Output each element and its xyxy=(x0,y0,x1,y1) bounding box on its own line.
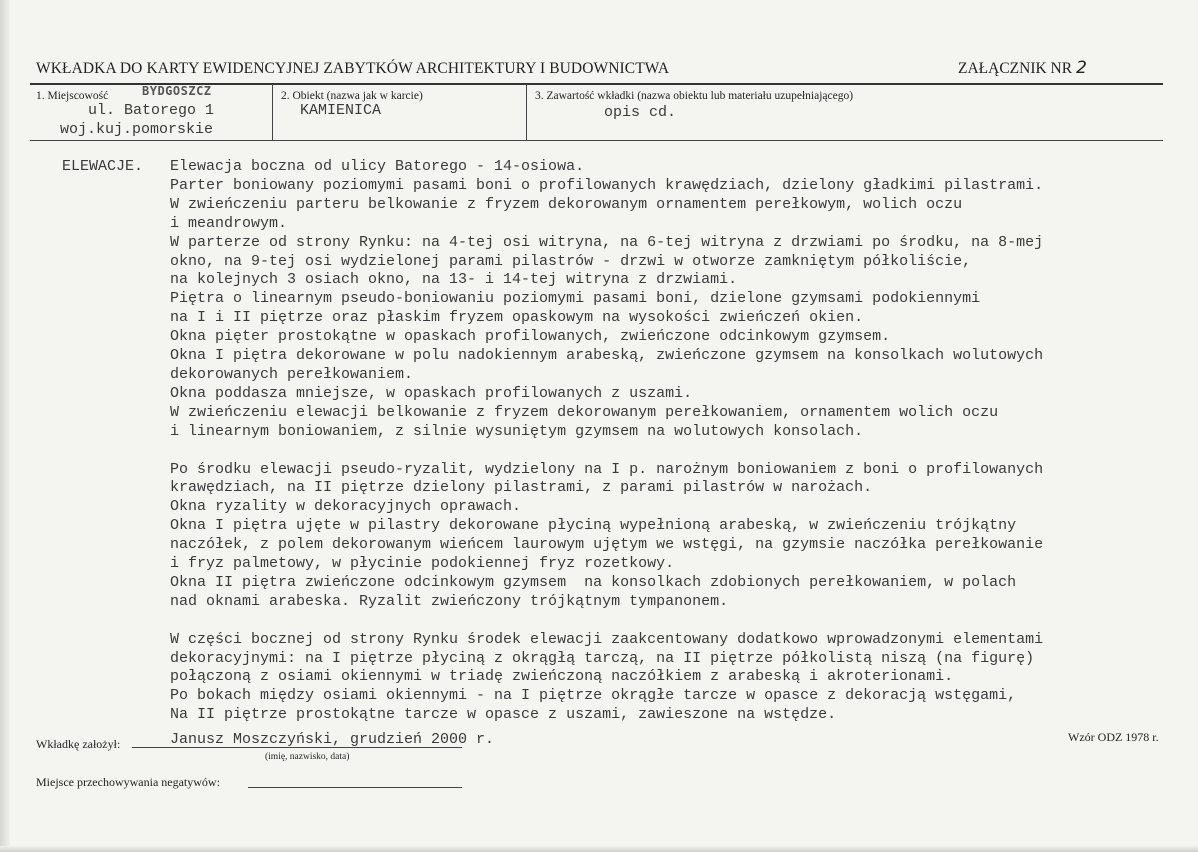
card-edge-bottom xyxy=(0,846,1198,852)
founder-label: Wkładkę założył: xyxy=(36,737,121,751)
negatives-label: Miejsce przechowywania negatywów: xyxy=(36,775,220,789)
annex-label-text: ZAŁĄCZNIK NR xyxy=(958,60,1073,77)
founder-sublabel: (imię, nazwisko, data) xyxy=(265,752,350,762)
place-label: 1. Miejscowość xyxy=(36,90,109,102)
section-label: ELEWACJE. xyxy=(62,158,144,175)
object-value: KAMIENICA xyxy=(300,102,382,119)
card-edge-left xyxy=(0,0,10,852)
header-rule-bottom xyxy=(30,140,1163,141)
place-province: woj.kuj.pomorskie xyxy=(60,121,214,138)
place-stamp: BYDGOSZCZ xyxy=(142,84,212,98)
place-street: ul. Batorego 1 xyxy=(88,102,215,119)
field-divider-2 xyxy=(526,84,527,141)
annex-label xyxy=(958,58,1087,78)
description-text: Elewacja boczna od ulicy Batorego - 14-osiowa. Parter boniowany poziomymi pasami boni o profilowanych krawędziach, dzielony gładkimi pilastrami. W zwieńczeniu parteru belkowanie z fryzem dekorowanym ornamentem perełkowym, wolich oczu i meandrowym. W parterze od strony Rynku: na 4-tej osi witryna, na 6-tej witryna z drzwiami po środku, na 8-mej okno, na 9-tej osi wydzielonej parami pilastrów - drzwi w otworze zamkniętym półkoliście, na kolejnych 3 osiach okno, na 13- i 14-tej witryna z drzwiami. Piętra o linearnym pseudo-boniowaniu poziomymi pasami boni, dzielone gzymsami podokiennymi na I i II piętrze oraz płaskim fryzem opaskowym na wysokości zwieńczeń okien. Okna pięter prostokątne w opaskach profilowanych, zwieńczone odcinkowym gzymsem. Okna I piętra dekorowane w polu nadokiennym arabeską, zwieńczone gzymsem na konsolkach wolutowych dekorowanych perełkowaniem. Okna poddasza mniejsze, w opaskach profilowanych z uszami. W zwieńczeniu elewacji belkowanie z fryzem dekorowanym perełkowaniem, ornamentem wolich oczu i linearnym boniowaniem, z silnie wysuniętym gzymsem na wolutowych konsolach. Po środku elewacji pseudo-ryzalit, wydzielony na I p. narożnym boniowaniem z boni o profilowanych krawędziach, na II piętrze dzielony pilastrami, z parami pilastrów w narożach. Okna ryzality w dekoracyjnych oprawach. Okna I piętra ujęte w pilastry dekorowane płyciną wypełnioną arabeską, w zwieńczeniu trójkątny naczółek, z polem dekorowanym wieńcem laurowym ujętym we wstęgi, na gzymsie naczółka perełkowanie i fryz palmetowy, w płycinie podokiennej fryz rozetkowy. Okna II piętra zwieńczone odcinkowym gzymsem na konsolkach zdobionych perełkowaniem, w polach nad oknami arabeska. Ryzalit zwieńczony trójkątnym tympanonem. W części bocznej od strony Rynku środek elewacji zaakcentowany dodatkowo wprowadzonymi elementami dekoracyjnymi: na I piętrze płyciną z okrągłą tarczą, na II piętrze półkolistą niszą (na figurę) połączoną z osiami okiennymi w triadę zwieńczoną naczółkiem z arabeską i akroterionami. Po bokach między osiami okiennymi - na I piętrze okrągłe tarcze w opasce z dekoracją wstęgami, Na II piętrze prostokątne tarcze w opasce z uszami, zawieszone na wstędze. xyxy=(170,158,1044,724)
content-value: opis cd. xyxy=(604,104,677,121)
negatives-underline xyxy=(248,787,462,788)
form-reference: Wzór ODZ 1978 r. xyxy=(1068,730,1159,744)
founder-value: Janusz Moszczyński, grudzień 2000 r. xyxy=(170,731,495,748)
form-title: WKŁADKA DO KARTY EWIDENCYJNEJ ZABYTKÓW ARCHITEKTURY I BUDOWNICTWA xyxy=(36,60,670,77)
field-divider-1 xyxy=(272,84,273,141)
object-label: 2. Obiekt (nazwa jak w karcie) xyxy=(281,90,423,102)
content-label: 3. Zawartość wkładki (nazwa obiektu lub materiału uzupełniającego) xyxy=(535,90,854,102)
annex-number: 2 xyxy=(1076,58,1087,78)
